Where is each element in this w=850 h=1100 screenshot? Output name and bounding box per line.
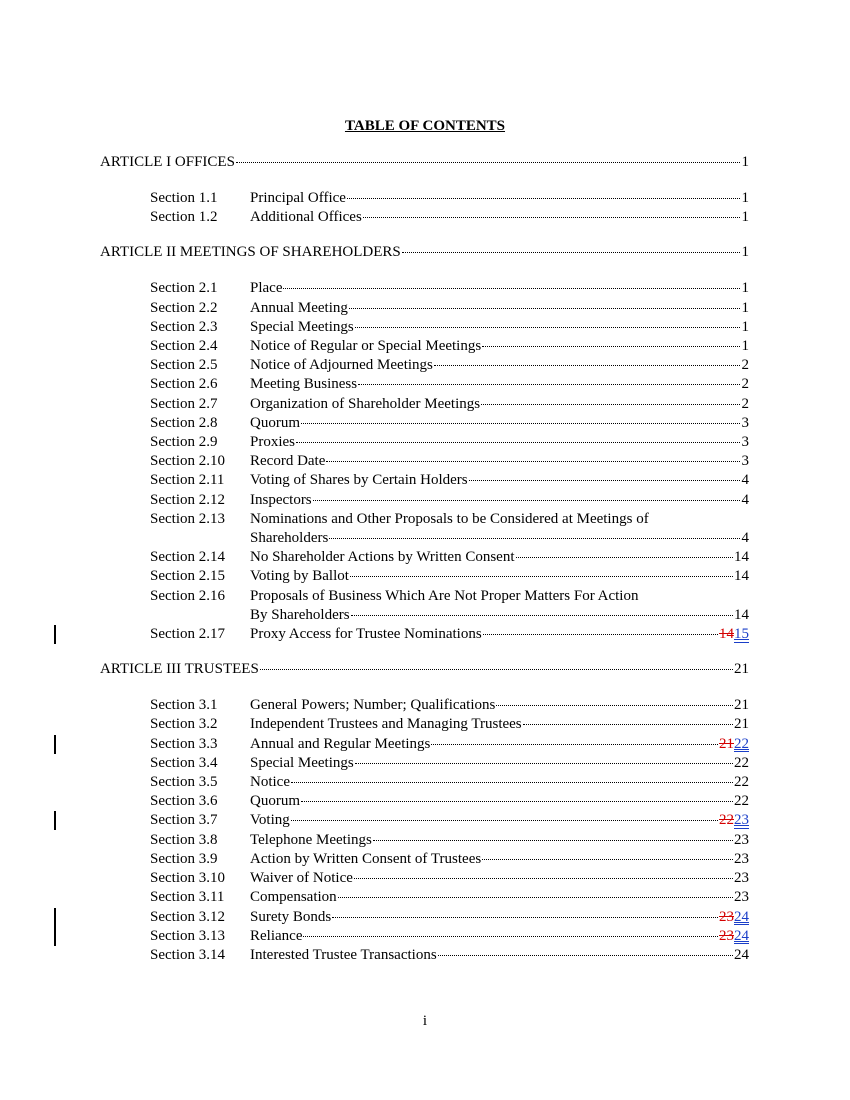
inserted-page-number: 15 [734,626,749,643]
dot-leader [291,782,733,783]
section-page: 4 [741,530,749,547]
section-title-line-1: Proposals of Business Which Are Not Proper Matters For Action [250,587,639,604]
inserted-page-number: 24 [734,908,749,925]
article-title: ARTICLE I OFFICES [100,154,235,170]
section-number: Section 2.8 [150,414,218,431]
toc-section-3-7[interactable] [150,811,749,830]
toc-section-2-17[interactable] [150,625,749,644]
toc-section-3-11[interactable] [150,888,749,907]
section-number: Section 2.2 [150,299,218,316]
toc-section-2-2[interactable] [150,299,749,318]
section-page: 2 [741,395,749,412]
section-number: Section 2.11 [150,472,225,489]
section-number: Section 2.6 [150,376,218,393]
section-title: Compensation [250,889,337,906]
dot-leader [482,346,740,347]
change-bar [54,908,56,946]
toc-section-2-10[interactable] [150,452,749,471]
section-title: Surety Bonds [250,908,332,925]
section-number: Section 3.11 [150,889,225,906]
section-title: Inspectors [250,491,312,508]
section-page: 14 [734,606,749,623]
dot-leader [326,461,740,462]
toc-article-2[interactable] [100,243,749,262]
toc-section-3-2[interactable] [150,715,749,734]
toc-section-1-1[interactable] [150,189,749,208]
inserted-page-number: 22 [734,735,749,752]
section-number: Section 2.3 [150,318,218,335]
section-number: Section 3.7 [150,812,218,829]
section-page [719,927,749,946]
toc-section-1-2[interactable] [150,208,749,227]
section-page [719,735,749,754]
article-title: ARTICLE II MEETINGS OF SHAREHOLDERS [100,244,401,261]
toc-article-3[interactable] [100,660,749,679]
section-number: Section 3.1 [150,697,218,714]
toc-section-3-9[interactable] [150,850,749,869]
section-page: 1 [741,299,749,316]
toc-section-2-6[interactable] [150,375,749,394]
dot-leader [483,634,718,635]
dot-leader [347,198,740,199]
article-page: 1 [741,244,749,261]
section-number: Section 3.8 [150,831,218,848]
section-page: 14 [734,549,749,566]
dot-leader [301,801,733,802]
dot-leader [283,288,740,289]
section-page: 1 [741,318,749,335]
toc-section-2-14[interactable] [150,548,749,567]
toc-article-1[interactable] [100,153,749,172]
dot-leader [313,500,740,501]
dot-leader [523,724,733,725]
section-page: 22 [734,774,749,791]
section-title: Quorum [250,793,300,810]
dot-leader [349,308,740,309]
dot-leader [303,936,718,937]
table-of-contents [0,153,850,965]
section-title: Voting by Ballot [250,568,349,585]
section-page: 4 [741,491,749,508]
section-number: Section 3.6 [150,793,218,810]
toc-section-2-7[interactable] [150,395,749,414]
section-page [719,811,749,830]
toc-section-3-3[interactable] [150,735,749,754]
toc-section-2-13[interactable] [150,510,749,548]
section-number: Section 2.4 [150,338,218,355]
section-number: Section 3.9 [150,850,218,867]
section-title: Annual Meeting [250,299,348,316]
article-3-sections [0,696,850,965]
toc-section-3-12[interactable] [150,908,749,927]
dot-leader [363,217,740,218]
toc-section-3-5[interactable] [150,773,749,792]
section-number: Section 2.9 [150,434,218,451]
toc-section-2-16[interactable] [150,587,749,625]
dot-leader [431,744,718,745]
page-title: TABLE OF CONTENTS [344,118,506,134]
section-number: Section 2.7 [150,395,218,412]
dot-leader [338,897,733,898]
section-number: Section 2.16 [150,587,225,604]
dot-leader [469,480,740,481]
toc-section-2-1[interactable] [150,279,749,298]
section-title: Voting of Shares by Certain Holders [250,472,468,489]
toc-section-2-11[interactable] [150,471,749,490]
section-title: Waiver of Notice [250,870,353,887]
section-title: Special Meetings [250,754,354,771]
section-number: Section 3.2 [150,716,218,733]
toc-section-2-8[interactable] [150,414,749,433]
section-page: 3 [741,414,749,431]
section-page: 4 [741,472,749,489]
section-number: Section 1.1 [150,190,218,206]
section-page: 3 [741,453,749,470]
section-page: 1 [741,338,749,355]
section-title: Proxies [250,434,295,451]
toc-section-2-5[interactable] [150,356,749,375]
toc-section-3-6[interactable] [150,792,749,811]
dot-leader [329,538,740,539]
section-number: Section 1.2 [150,209,218,226]
section-title: Annual and Regular Meetings [250,735,431,752]
section-title: Notice of Regular or Special Meetings [250,338,482,355]
section-page: 3 [741,434,749,451]
dot-leader [355,327,740,328]
dot-leader [358,384,740,385]
toc-section-2-3[interactable] [150,318,749,337]
dot-leader [516,557,734,558]
section-title: Organization of Shareholder Meetings [250,395,481,412]
section-title-line-1: Nominations and Other Proposals to be Considered at Meetings of [250,510,649,527]
dot-leader [291,820,718,821]
section-page: 22 [734,793,749,810]
section-title: No Shareholder Actions by Written Consent [250,549,515,566]
dot-leader [373,840,733,841]
dot-leader [332,917,718,918]
change-bar [54,811,56,830]
section-number: Section 3.4 [150,754,218,771]
toc-section-2-9[interactable] [150,433,749,452]
dot-leader [402,252,740,253]
section-title: Action by Written Consent of Trustees [250,850,482,867]
article-2-sections [0,279,850,644]
section-number: Section 3.12 [150,908,225,925]
dot-leader [350,576,733,577]
deleted-page-number: 22 [719,812,734,829]
section-page [719,908,749,927]
section-page: 1 [741,190,749,206]
section-title: Notice [250,774,290,791]
dot-leader [236,162,740,163]
toc-section-3-4[interactable] [150,754,749,773]
section-page: 14 [734,568,749,585]
section-title: Additional Offices [250,209,362,226]
article-page: 1 [741,154,749,170]
dot-leader [354,878,733,879]
section-page [719,625,749,644]
section-title: Record Date [250,453,326,470]
change-bar [54,625,56,644]
section-page: 1 [741,280,749,297]
section-page: 21 [734,716,749,733]
dot-leader [355,763,733,764]
dot-leader [296,442,740,443]
deleted-page-number: 23 [719,927,734,944]
section-title: Telephone Meetings [250,831,372,848]
dot-leader [434,365,740,366]
inserted-page-number: 23 [734,812,749,829]
dot-leader [482,859,733,860]
section-number: Section 2.1 [150,280,218,297]
section-title: By Shareholders [250,606,350,623]
toc-section-3-1[interactable] [150,696,749,715]
section-page: 2 [741,357,749,374]
section-title: Shareholders [250,530,329,547]
section-title: Meeting Business [250,376,358,393]
section-page: 24 [734,946,749,963]
deleted-page-number: 14 [719,626,734,643]
section-number: Section 2.13 [150,510,225,527]
section-number: Section 3.10 [150,870,225,887]
section-page: 21 [734,697,749,714]
deleted-page-number: 21 [719,735,734,752]
section-page: 2 [741,376,749,393]
toc-section-2-4[interactable] [150,337,749,356]
section-page: 1 [741,209,749,226]
dot-leader [438,955,733,956]
section-number: Section 2.14 [150,549,225,566]
article-page: 21 [734,661,749,678]
article-1-sections [0,189,850,227]
dot-leader [481,404,740,405]
page-number: i [422,1013,428,1029]
section-page: 23 [734,889,749,906]
section-page: 23 [734,831,749,848]
section-title: Special Meetings [250,318,354,335]
section-number: Section 3.3 [150,735,218,752]
section-number: Section 2.10 [150,453,225,470]
section-number: Section 3.14 [150,946,225,963]
toc-section-2-12[interactable] [150,491,749,510]
section-number: Section 2.17 [150,626,225,643]
deleted-page-number: 23 [719,908,734,925]
section-number: Section 2.15 [150,568,225,585]
toc-section-3-14[interactable] [150,946,749,965]
toc-section-2-15[interactable] [150,567,749,586]
section-page: 23 [734,850,749,867]
section-title: Reliance [250,927,303,944]
section-title: Quorum [250,414,300,431]
section-title: Independent Trustees and Managing Trustees [250,716,522,733]
section-number: Section 3.5 [150,774,218,791]
toc-section-3-10[interactable] [150,869,749,888]
section-number: Section 2.12 [150,491,225,508]
dot-leader [496,705,733,706]
section-title: Place [250,280,283,297]
dot-leader [301,423,740,424]
dot-leader [351,615,733,616]
section-title: General Powers; Number; Qualifications [250,697,496,714]
dot-leader [260,669,733,670]
section-number: Section 3.13 [150,927,225,944]
section-title: Proxy Access for Trustee Nominations [250,626,482,643]
section-title: Voting [250,812,290,829]
section-page: 22 [734,754,749,771]
section-title: Notice of Adjourned Meetings [250,357,433,374]
section-title: Principal Office [250,190,346,206]
section-number: Section 2.5 [150,357,218,374]
change-bar [54,735,56,754]
section-page: 23 [734,870,749,887]
toc-section-3-8[interactable] [150,831,749,850]
toc-section-3-13[interactable] [150,927,749,946]
section-title: Interested Trustee Transactions [250,946,437,963]
inserted-page-number: 24 [734,927,749,944]
article-title: ARTICLE III TRUSTEES [100,661,259,678]
